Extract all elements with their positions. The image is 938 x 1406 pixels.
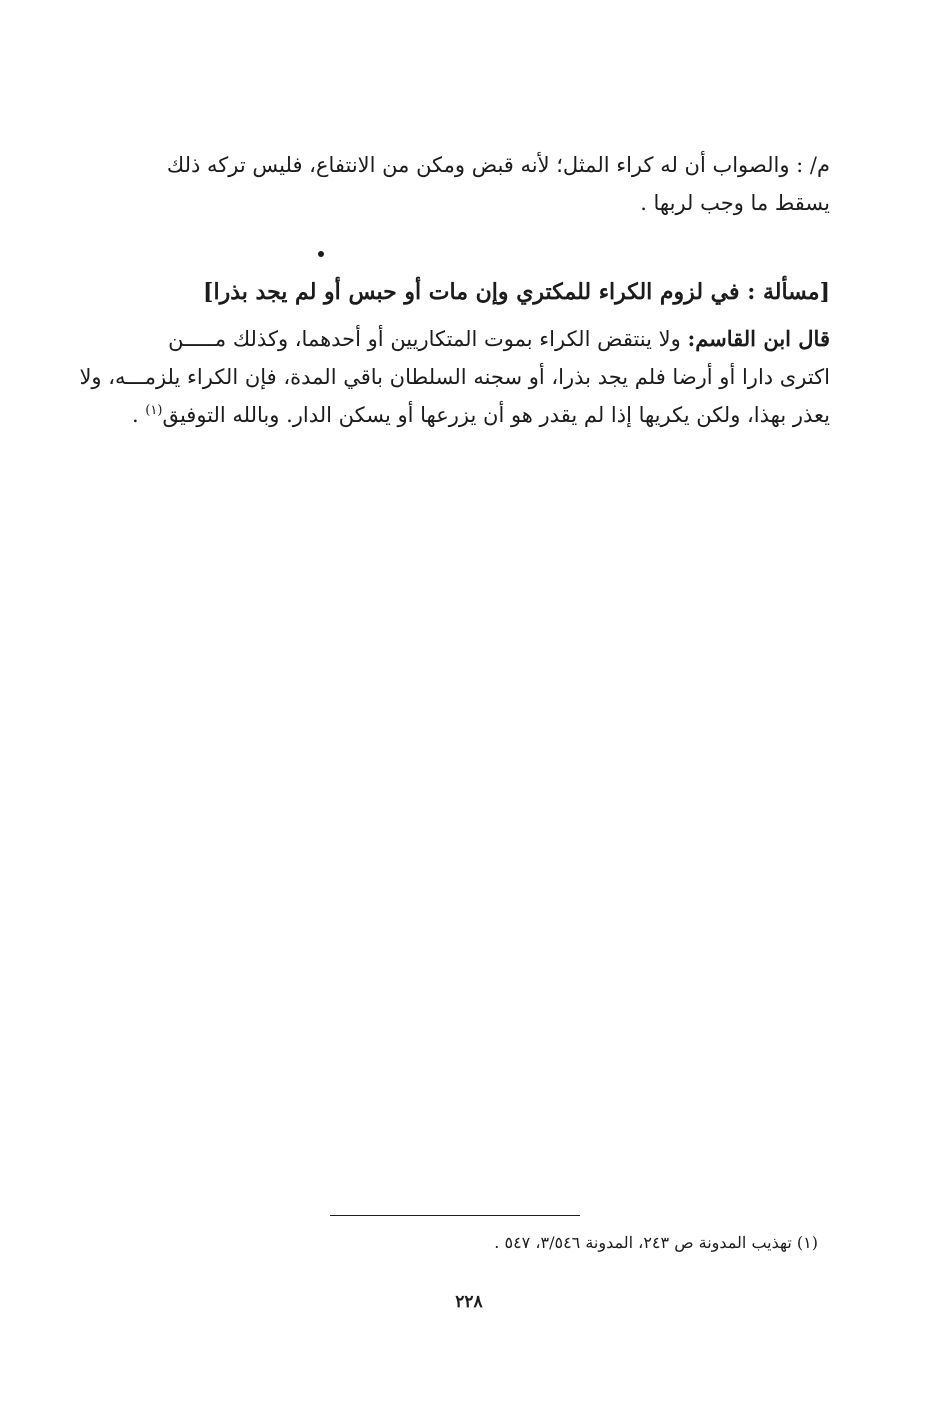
paragraph-2-line-3-end: . — [131, 403, 146, 427]
footnote-reference: (١) — [145, 403, 163, 418]
paragraph-1-line-1: م/ : والصواب أن له كراء المثل؛ لأنه قبض ومكن من الانتفاع، فليس تركه ذلك — [166, 153, 830, 177]
footnote-separator — [330, 1215, 580, 1216]
paragraph-2-line-1-text: ولا ينتقض الكراء بموت المتكاريين أو أحدهما، وكذلك مـــــن — [168, 327, 688, 351]
paragraph-1 — [108, 146, 830, 222]
paragraph-2-line-1 — [108, 320, 830, 358]
decorative-dot — [318, 251, 324, 257]
paragraph-1-line-2: يسقط ما وجب لربها . — [640, 191, 830, 215]
section-heading: [مسألة : في لزوم الكراء للمكتري وإن مات أو حبس أو لم يجد بذرا] — [203, 279, 830, 305]
paragraph-2-line-2: اكترى دارا أو أرضا فلم يجد بذرا، أو سجنه السلطان باقي المدة، فإن الكراء يلزمـــه، ولا — [79, 365, 830, 389]
paragraph-2-line-3 — [108, 396, 830, 434]
speaker-label: قال ابن القاسم: — [687, 326, 830, 351]
footnote: (١) تهذيب المدونة ص ٢٤٣، المدونة ٣/٥٤٦، ٥٤٧ . — [494, 1233, 818, 1252]
paragraph-2 — [79, 320, 830, 434]
paragraph-2-line-3-text: يعذر بهذا، ولكن يكريها إذا لم يقدر هو أن يزرعها أو يسكن الدار. وبالله التوفيق — [162, 403, 830, 427]
page-number: ٢٢٨ — [455, 1292, 483, 1312]
